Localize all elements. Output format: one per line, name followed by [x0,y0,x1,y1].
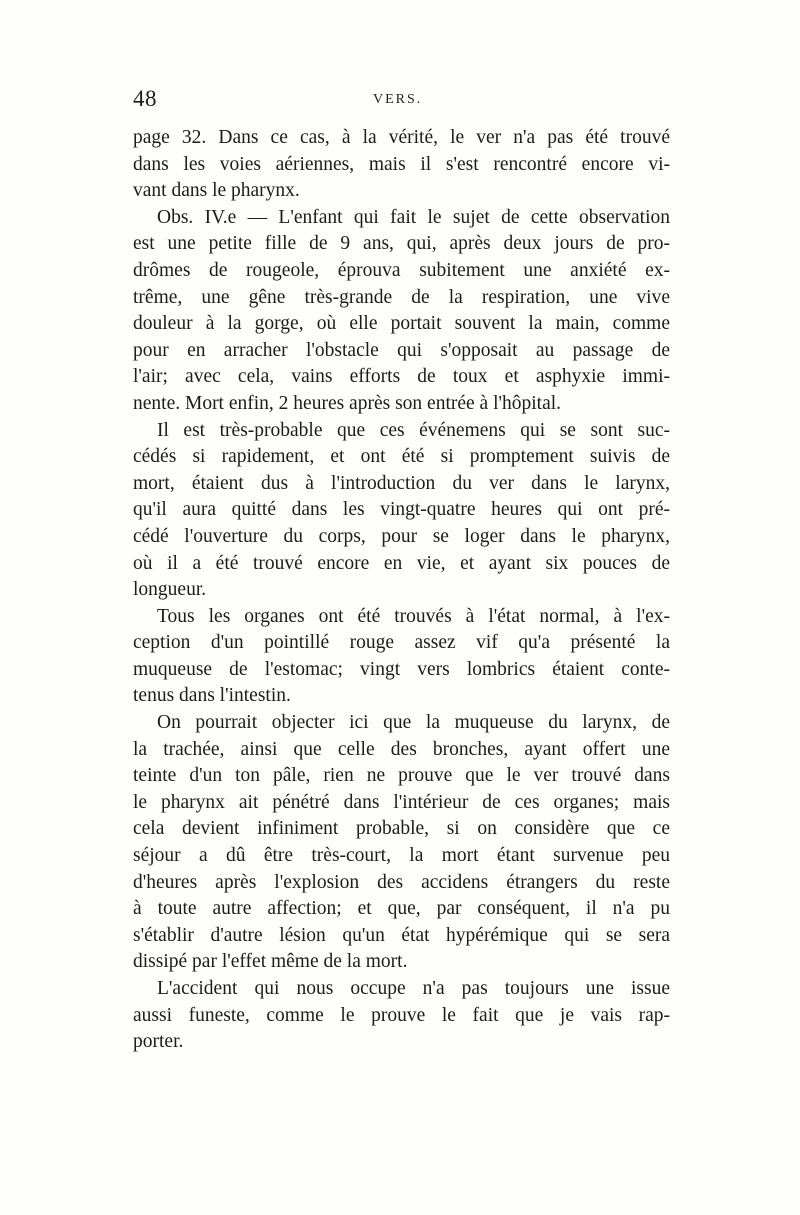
text-line: mort, étaient dus à l'introduction du ver dans le larynx, [133,472,670,494]
running-head [133,86,670,122]
text-line: dissipé par l'effet même de la mort. [133,951,408,973]
text-line: l'air; avec cela, vains efforts de toux et asphyxie immi- [133,366,670,388]
text-line: la trachée, ainsi que celle des bronches, ayant offert une [133,738,670,760]
paragraph-start-line: Tous les organes ont été trouvés à l'état normal, à l'ex- [157,605,670,627]
text-line: cédé l'ouverture du corps, pour se loger dans le pharynx, [133,525,670,547]
text-line: s'établir d'autre lésion qu'un état hypérémique qui se sera [133,924,670,946]
text-line: ception d'un pointillé rouge assez vif qu'a présenté la [133,632,670,654]
text-line: trême, une gêne très-grande de la respiration, une vive [133,286,670,308]
running-title: VERS. [373,92,423,107]
text-line: tenus dans l'intestin. [133,685,291,707]
text-line: longueur. [133,579,207,601]
text-line: qu'il aura quitté dans les vingt-quatre heures qui ont pré- [133,499,670,521]
text-line: porter. [133,1031,184,1053]
text-line: teinte d'un ton pâle, rien ne prouve que le ver trouvé dans [133,765,670,787]
text-line: à toute autre affection; et que, par conséquent, il n'a pu [133,898,670,920]
text-line: le pharynx ait pénétré dans l'intérieur de ces organes; mais [133,791,670,813]
paragraph-start-line: L'accident qui nous occupe n'a pas toujours une issue [157,978,670,999]
text-line: aussi funeste, comme le prouve le fait que je vais rap- [133,1004,670,1026]
text-line: cela devient infiniment probable, si on considère que ce [133,818,670,840]
text-line: douleur à la gorge, où elle portait souvent la main, comme [133,313,670,335]
text-line: vant dans le pharynx. [133,180,300,202]
text-line: dans les voies aériennes, mais il s'est rencontré encore vi- [133,153,670,175]
text-line: d'heures après l'explosion des accidens étrangers du reste [133,871,670,893]
text-line: nente. Mort enfin, 2 heures après son entrée à l'hôpital. [133,392,562,414]
body-text [133,125,670,1056]
text-line: séjour a dû être très-court, la mort étant survenue peu [133,845,670,867]
text-line: page 32. Dans ce cas, à la vérité, le ver n'a pas été trouvé [133,127,670,148]
paragraph-start-line: On pourrait objecter ici que la muqueuse du larynx, de [157,712,670,734]
text-line: où il a été trouvé encore en vie, et ayant six pouces de [133,552,670,574]
text-line: cédés si rapidement, et ont été si promptement suivis de [133,446,670,468]
text-line: est une petite fille de 9 ans, qui, après deux jours de pro- [133,233,670,255]
page-number: 48 [133,86,157,111]
text-line: drômes de rougeole, éprouva subitement une anxiété ex- [133,259,670,281]
text-line: pour en arracher l'obstacle qui s'opposait au passage de [133,339,670,361]
text-line: muqueuse de l'estomac; vingt vers lombrics étaient conte- [133,658,670,680]
observation-heading-line: Obs. IV.e — L'enfant qui fait le sujet de cette observation [157,206,670,228]
paragraph-start-line: Il est très-probable que ces événemens qui se sont suc- [157,419,670,441]
